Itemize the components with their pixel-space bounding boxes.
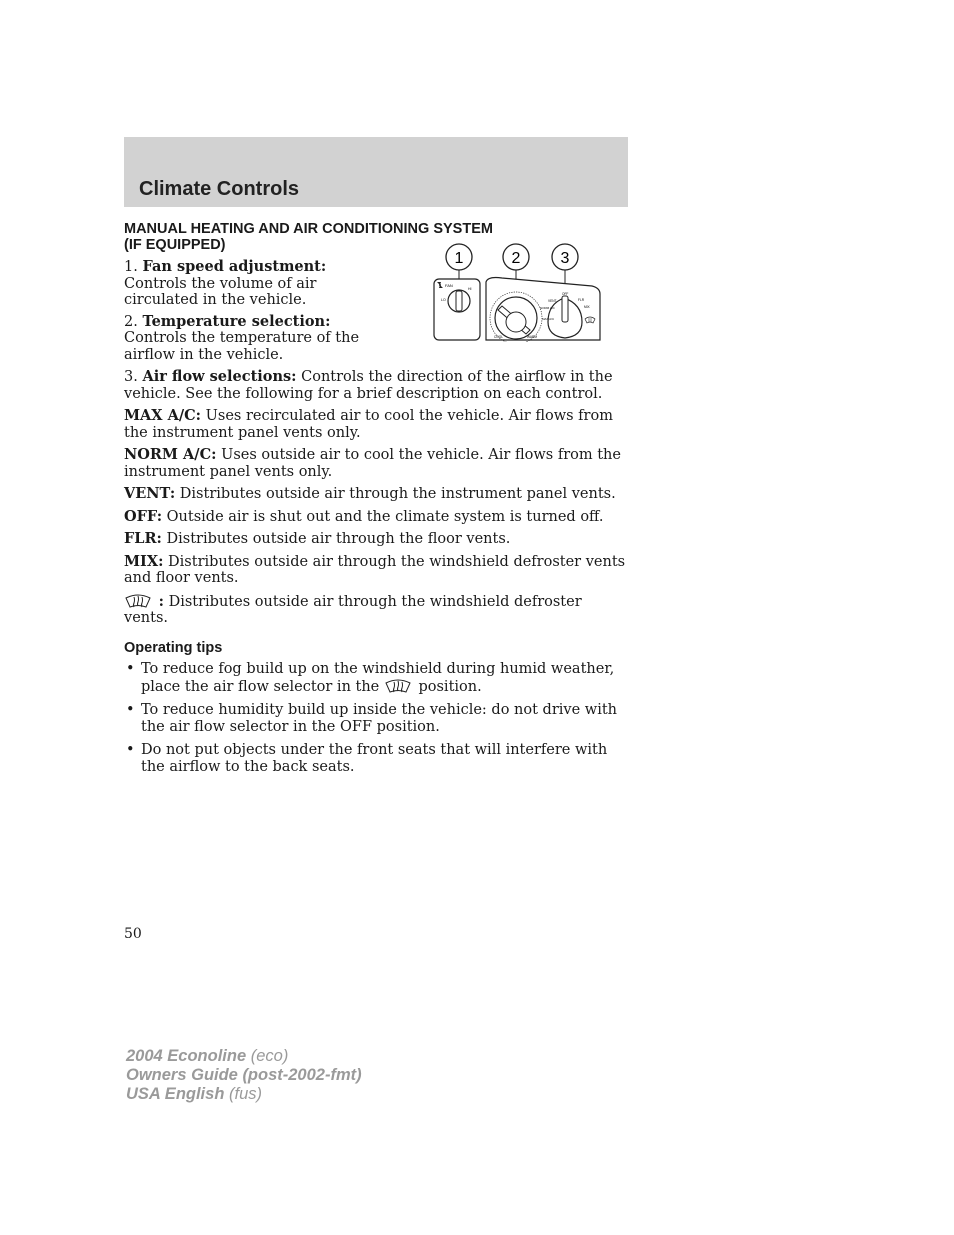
flr-label: FLR [578,298,585,302]
control-item-temperature: 2. Temperature selection: Controls the temperature of the airflow in the vehicle. [124,312,360,363]
cool-label: COOL [494,335,504,339]
content [124,221,628,776]
control-item-airflow: 3. Air flow selections: Controls the direction of the airflow in the vehicle. See the following for a brief description on each control. [124,368,613,402]
mode-max-ac: MAX A/C: Uses recirculated air to cool the vehicle. Air flows from the instrument panel vents only. [124,407,613,441]
mode-mix: MIX: Distributes outside air through the windshield defroster vents and floor vents. [124,552,626,586]
callout-2: 2 [511,250,521,267]
header-band [124,137,628,207]
vent-label: VENT [548,299,557,303]
page-number: 50 [124,926,142,942]
off-label: OFF [562,292,569,296]
warm-label: WARM [527,335,537,339]
defrost-icon [124,593,154,609]
operating-tips-list [124,661,628,776]
list-item: • Do not put objects under the front seats that will interfere with the airflow to the back seats. [126,741,608,775]
section-title: MANUAL HEATING AND AIR CONDITIONING SYSTEM (IF EQUIPPED) [124,221,493,253]
fan-high-label: HI [468,287,472,291]
fan-low-label: LO [441,298,446,302]
footer: 2004 Econoline (eco) Owners Guide (post-2002-fmt) USA English (fus) [126,1047,362,1103]
callout-3: 3 [560,250,570,267]
control-item-fan: 1. Fan speed adjustment: Controls the volume of air circulated in the vehicle. [124,258,327,308]
list-item: • To reduce humidity build up inside the vehicle: do not drive with the air flow selector in the OFF position. [126,701,617,735]
mode-norm-ac: NORM A/C: Uses outside air to cool the vehicle. Air flows from the instrument panel vents only. [124,446,621,480]
mode-defrost: : Distributes outside air through the windshield defroster vents. [124,592,582,626]
defrost-icon [384,678,414,694]
mode-vent: VENT: Distributes outside air through the instrument panel vents. [124,485,616,502]
operating-tips-heading: Operating tips [124,639,223,656]
page-title: Climate Controls [139,178,300,200]
mode-off: OFF: Outside air is shut out and the climate system is turned off. [124,507,604,525]
mix-label: MIX [584,305,590,309]
norm-ac-label: NORM A/C [540,306,555,310]
mode-flr: FLR: Distributes outside air through the floor vents. [124,530,511,547]
control-list [124,259,386,363]
callout-1: 1 [454,250,464,267]
fan-label: FAN [445,283,453,288]
max-ac-label: MAX A/C [542,317,555,321]
list-item: • To reduce fog build up on the windshield during humid weather, place the air flow selector in the position. [126,660,615,695]
